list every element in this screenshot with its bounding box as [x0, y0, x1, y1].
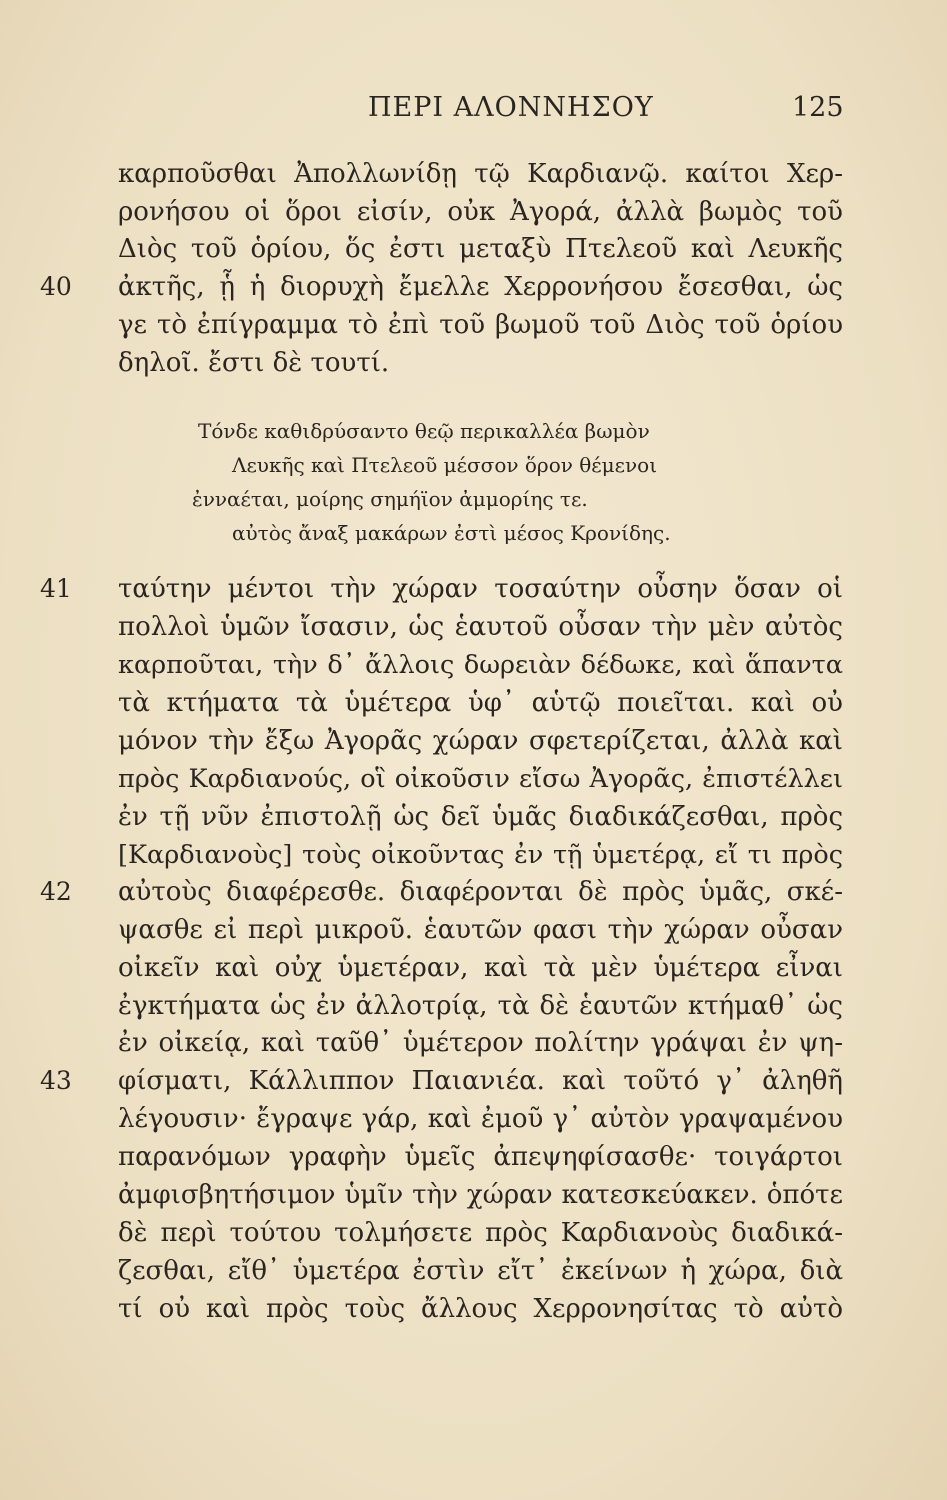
section-number-41: 41 [40, 574, 72, 603]
text-line: ζεσθαι, εἴθ᾽ ὑμετέρα ἐστὶν εἴτ᾽ ἐκείνων ἡ χώρα, διὰ [118, 1256, 843, 1286]
text-line: Διὸς τοῦ ὁρίου, ὅς ἐστι μεταξὺ Πτελεοῦ καὶ Λευκῆς [118, 234, 843, 264]
verse-line: Λευκῆς καὶ Πτελεοῦ μέσσον ὅρον θέμενοι [232, 453, 658, 477]
text-line: ἀκτῆς, ᾗ ἡ διορυχὴ ἔμελλε Χερρονήσου ἔσεσθαι, ὡς [118, 272, 843, 302]
text-line: αὐτοὺς διαφέρεσθε. διαφέρονται δὲ πρὸς ὑμᾶς, σκέ- [118, 877, 843, 907]
text-line: [Καρδιανοὺς] τοὺς οἰκοῦντας ἐν τῇ ὑμετέρᾳ, εἴ τι πρὸς [118, 840, 843, 870]
text-line: γε τὸ ἐπίγραμμα τὸ ἐπὶ τοῦ βωμοῦ τοῦ Διὸς τοῦ ὁρίου [118, 310, 843, 340]
text-line: δὲ περὶ τούτου τολμήσετε πρὸς Καρδιανοὺς διαδικά- [118, 1218, 843, 1248]
text-line: πρὸς Καρδιανούς, οἳ οἰκοῦσιν εἴσω Ἀγορᾶς, ἐπιστέλλει [118, 764, 843, 794]
text-line: καρποῦται, τὴν δ᾽ ἄλλοις δωρειὰν δέδωκε, καὶ ἅπαντα [118, 650, 843, 680]
text-line: ἐγκτήματα ὡς ἐν ἀλλοτρίᾳ, τὰ δὲ ἑαυτῶν κτήμαθ᾽ ὡς [118, 991, 843, 1021]
text-line: ἐν τῇ νῦν ἐπιστολῇ ὡς δεῖ ὑμᾶς διαδικάζεσθαι, πρὸς [118, 802, 843, 832]
text-line: παρανόμων γραφὴν ὑμεῖς ἀπεψηφίσασθε· τοιγάρτοι [118, 1142, 843, 1172]
section-number-40: 40 [40, 272, 72, 301]
text-line: φίσματι, Κάλλιππον Παιανιέα. καὶ τοῦτό γ᾽ ἀληθῆ [118, 1066, 843, 1096]
text-line: καρποῦσθαι Ἀπολλωνίδῃ τῷ Καρδιανῷ. καίτοι Χερ- [118, 159, 843, 189]
text-line: τί οὐ καὶ πρὸς τοὺς ἄλλους Χερρονησίτας τὸ αὐτὸ [118, 1294, 843, 1324]
text-line: ἀμφισβητήσιμον ὑμῖν τὴν χώραν κατεσκεύακεν. ὁπότε [118, 1180, 843, 1210]
section-number-42: 42 [40, 877, 72, 906]
running-head-title: ΠΕΡΙ ΑΛΟΝΝΗΣΟΥ [368, 92, 654, 123]
text-line: δηλοῖ. ἔστι δὲ τουτί. [118, 348, 390, 378]
verse-line: ἐνναέται, μοίρης σημήϊον ἀμμορίης τε. [192, 487, 588, 511]
text-line: ἐν οἰκείᾳ, καὶ ταῦθ᾽ ὑμέτερον πολίτην γράψαι ἐν ψη- [118, 1028, 843, 1058]
text-line: τὰ κτήματα τὰ ὑμέτερα ὑφ᾽ αὑτῷ ποιεῖται. καὶ οὐ [118, 688, 843, 718]
verse-line: Τόνδε καθιδρύσαντο θεῷ περικαλλέα βωμὸν [198, 419, 650, 443]
text-line: ταύτην μέντοι τὴν χώραν τοσαύτην οὖσην ὅσαν οἱ [118, 574, 843, 604]
verse-line: αὐτὸς ἄναξ μακάρων ἐστὶ μέσος Κρονίδης. [232, 521, 671, 545]
text-line: οἰκεῖν καὶ οὐχ ὑμετέραν, καὶ τὰ μὲν ὑμέτερα εἶναι [118, 953, 843, 983]
text-line: μόνον τὴν ἔξω Ἀγορᾶς χώραν σφετερίζεται, ἀλλὰ καὶ [118, 726, 843, 756]
page-number: 125 [792, 92, 844, 123]
text-line: ρονήσου οἱ ὅροι εἰσίν, οὐκ Ἀγορά, ἀλλὰ βωμὸς τοῦ [118, 197, 843, 227]
text-line: λέγουσιν· ἔγραψε γάρ, καὶ ἐμοῦ γ᾽ αὐτὸν γραψαμένου [118, 1104, 843, 1134]
section-number-43: 43 [40, 1066, 72, 1095]
running-head [0, 92, 947, 128]
text-line: πολλοὶ ὑμῶν ἴσασιν, ὡς ἑαυτοῦ οὖσαν τὴν μὲν αὐτὸς [118, 612, 843, 642]
text-line: ψασθε εἰ περὶ μικροῦ. ἑαυτῶν φασι τὴν χώραν οὖσαν [118, 915, 843, 945]
